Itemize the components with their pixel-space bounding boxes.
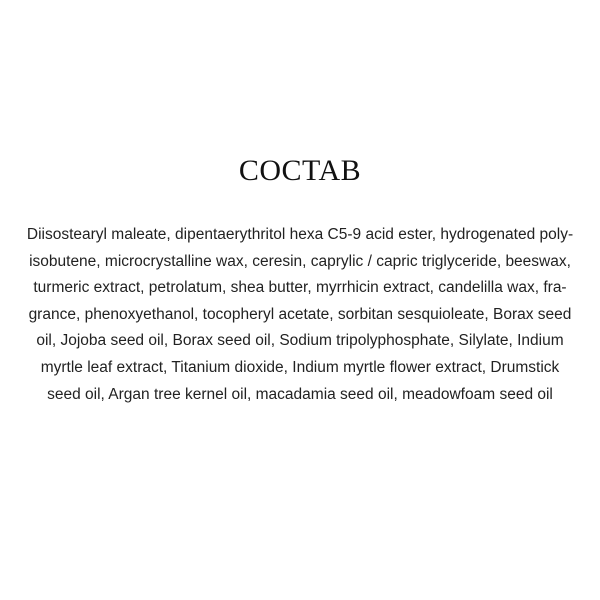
ingredients-line: turmeric extract, petrolatum, shea butter, myrrhicin extract, candelilla wax, fra- <box>33 279 567 297</box>
ingredients-line: isobutene, microcrystalline wax, ceresin, caprylic / capric triglyceride, beeswax, <box>29 252 571 270</box>
ingredients-line: oil, Jojoba seed oil, Borax seed oil, Sodium tripolyphosphate, Silylate, Indium <box>36 332 564 350</box>
ingredients-line: myrtle leaf extract, Titanium dioxide, Indium myrtle flower extract, Drumstick <box>40 358 560 376</box>
ingredients-list <box>18 222 582 408</box>
product-title: COCTAB <box>238 154 362 187</box>
ingredients-line: seed oil, Argan tree kernel oil, macadamia seed oil, meadowfoam seed oil <box>47 385 553 403</box>
ingredients-line: Diisostearyl maleate, dipentaerythritol hexa C5-9 acid ester, hydrogenated poly- <box>26 226 574 243</box>
ingredients-line: grance, phenoxyethanol, tocopheryl acetate, sorbitan sesquioleate, Borax seed <box>28 305 572 323</box>
